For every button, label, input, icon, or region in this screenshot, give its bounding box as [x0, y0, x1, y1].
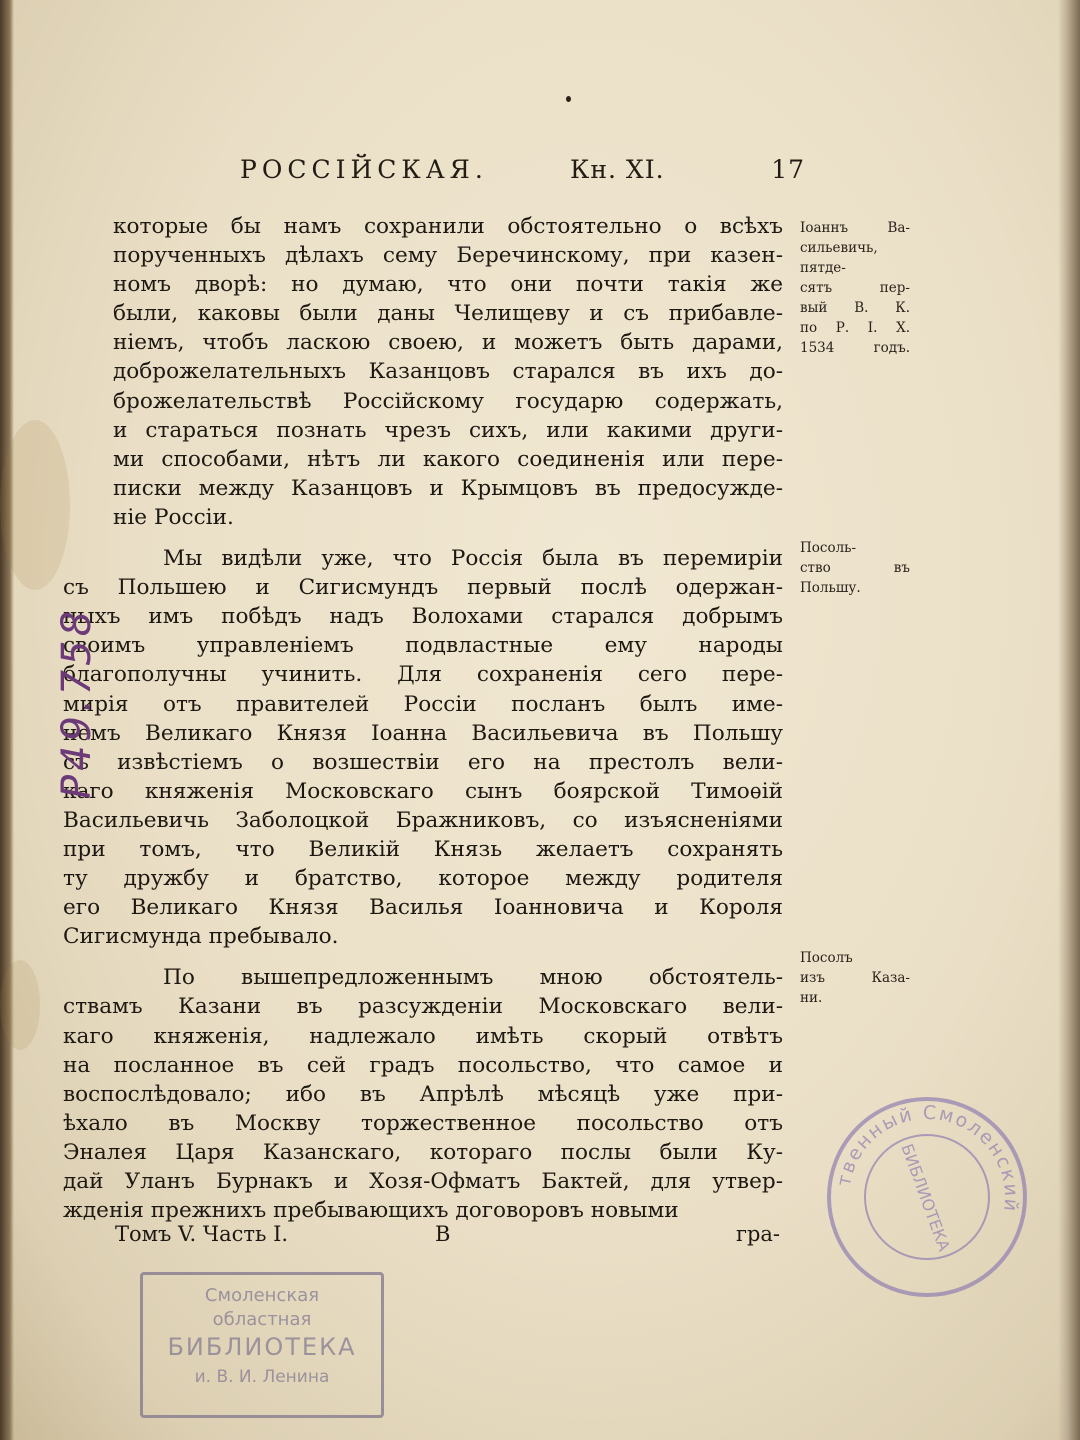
book-number: Кн. XI. — [570, 155, 665, 184]
margin-note-ioann — [800, 218, 910, 358]
text-line: ныхъ имъ побѣдъ надъ Волохами старался добрымъ — [63, 604, 783, 630]
text-line: Васильевичь Заболоцкой Бражниковъ, со изъясненіями — [63, 807, 783, 833]
text-line: номъ дворѣ: но думаю, что они почти такія же — [113, 272, 783, 298]
text-line: дай Уланъ Бурнакъ и Хозя-Офматъ Бактей, для утвер- — [63, 1169, 783, 1194]
stamp-line: и. В. И. Ленина — [194, 1367, 330, 1387]
text-line: каго княженія Московскаго сынъ боярской Тимоѳій — [63, 778, 783, 804]
stamp-round-inner-text: БИБЛИОТЕКА — [897, 1141, 954, 1254]
margin-note-line: изъ Каза- — [800, 970, 910, 986]
text-line: его Великаго Князя Василья Іоанновича и Короля — [63, 895, 783, 921]
text-line: немъ Великаго Князя Іоанна Васильевича въ Польшу — [63, 720, 783, 746]
library-stamp-round — [822, 1092, 1032, 1302]
catchword: гра- — [735, 1222, 780, 1246]
text-line: своимъ управленіемъ подвластные ему народы — [63, 633, 783, 659]
text-line: и стараться познать чрезъ сихъ, или какими други- — [113, 417, 783, 443]
library-stamp-rectangular — [140, 1272, 384, 1418]
text-line: ніемъ, чтобъ ласкою своею, и можетъ быть дарами, — [113, 330, 783, 356]
text-line: Мы видѣли уже, что Россія была въ перемиріи — [163, 546, 783, 572]
text-line: ту дружбу и братство, которое между родителя — [63, 866, 783, 892]
margin-note-line: Іоаннъ Ва- — [800, 220, 910, 236]
text-line: съ Польшею и Сигисмундъ первый послѣ одержан- — [63, 575, 783, 601]
text-line: брожелательствѣ Россійскому государю содержать, — [113, 388, 783, 414]
shelfmark-text: Р49.758 — [54, 606, 100, 800]
margin-note-line: пятде- — [800, 260, 846, 276]
text-line: каго княженія, надлежало имѣть скорый отвѣтъ — [63, 1023, 783, 1049]
margin-note-line: ство въ — [800, 560, 910, 576]
text-line: благополучны учинить. Для сохраненія сего пере- — [63, 662, 783, 688]
text-line: ствамъ Казани въ разсужденіи Московскаго вели- — [63, 994, 783, 1020]
text-line: Сигисмунда пребывало. — [63, 924, 339, 950]
handwritten-shelfmark — [42, 588, 112, 818]
margin-note-line: ни. — [800, 990, 823, 1006]
margin-note-line: вый В. К. — [800, 300, 910, 316]
paper-stain — [0, 960, 40, 1050]
margin-note-line: Посоль- — [800, 540, 857, 556]
text-line: ніе Россіи. — [113, 504, 234, 530]
margin-note-line: сятъ пер- — [800, 280, 910, 296]
text-line: при томъ, что Великій Князь желаетъ сохранять — [63, 836, 783, 862]
page-number: 17 — [771, 155, 805, 184]
paper-stain — [0, 420, 70, 590]
paragraph — [113, 212, 783, 532]
signature-mark: В — [435, 1222, 451, 1246]
text-line: которые бы намъ сохранили обстоятельно о всѣхъ — [113, 214, 783, 239]
text-line: воспослѣдовало; ибо въ Апрѣлѣ мѣсяцѣ уже при- — [63, 1081, 783, 1107]
margin-note-line: 1534 годъ. — [800, 340, 910, 356]
stamp-line: областная — [212, 1309, 312, 1330]
text-line: Эналея Царя Казанскаго, котораго послы были Ку- — [63, 1139, 783, 1165]
text-line: писки между Казанцовъ и Крымцовъ въ предосужде- — [113, 475, 783, 501]
stamp-round-outer-text: твенный Смоленский — [832, 1101, 1023, 1215]
page-footer — [115, 1222, 780, 1252]
text-line: были, каковы были даны Челищеву и съ прибавле- — [113, 301, 783, 327]
paragraph — [63, 963, 783, 1225]
margin-note-line: Польшу. — [800, 580, 861, 596]
ink-dot — [566, 96, 571, 102]
margin-note-line: Посолъ — [800, 950, 853, 966]
running-header — [240, 155, 805, 195]
page-right-edge — [1058, 0, 1080, 1440]
margin-note-line: сильевичь, — [800, 240, 878, 256]
text-line: доброжелательныхъ Казанцовъ старался въ ихъ до- — [113, 359, 783, 385]
margin-note-line: по Р. І. Х. — [800, 320, 910, 336]
stamp-line: БИБЛИОТЕКА — [167, 1333, 357, 1361]
stamp-line: Смоленская — [204, 1285, 320, 1306]
page-binding-edge — [0, 0, 14, 1440]
margin-note-embassy-poland — [800, 538, 910, 598]
text-line: ми способами, нѣтъ ли какого соединенія или пере- — [113, 446, 783, 472]
text-line: ѣхало въ Москву торжественное посольство отъ — [63, 1110, 783, 1136]
text-line: порученныхъ дѣлахъ сему Беречинскому, при казен- — [113, 243, 783, 269]
running-title: РОССІЙСКАЯ. — [240, 155, 488, 184]
text-line: По вышепредложеннымъ мною обстоятель- — [163, 965, 783, 991]
text-line: съ извѣстіемъ о возшествіи его на престолъ вели- — [63, 749, 783, 775]
text-line: жденія прежнихъ пребывающихъ договоровъ новыми — [63, 1198, 679, 1224]
margin-note-envoy-kazan — [800, 948, 910, 1008]
text-line: на посланное въ сей градъ посольство, что самое и — [63, 1052, 783, 1078]
text-line: мирія отъ правителей Россіи посланъ былъ име- — [63, 691, 783, 717]
volume-part: Томъ V. Часть І. — [115, 1222, 289, 1246]
